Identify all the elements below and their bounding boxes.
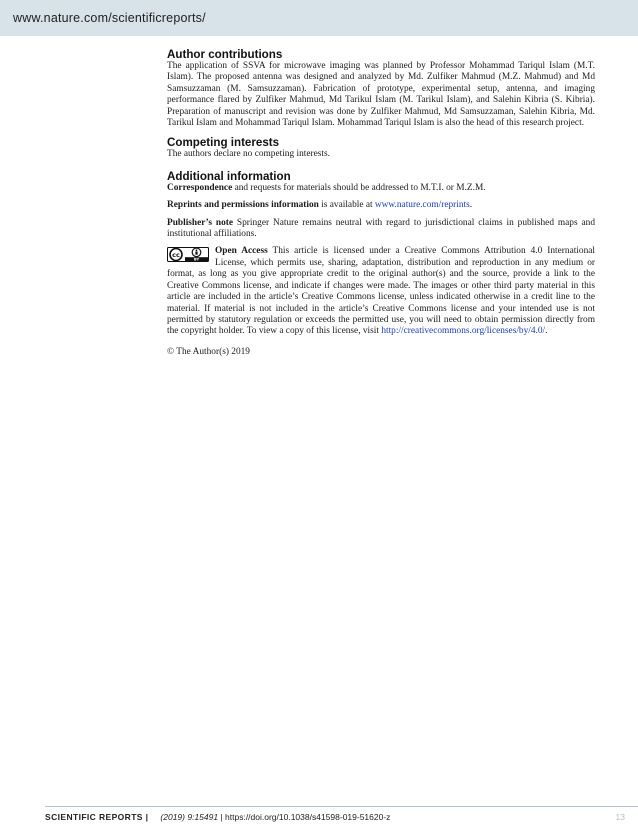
cc-by-badge-graphic (167, 247, 209, 262)
cc-badge-text: cc (172, 251, 180, 260)
correspondence-text: and requests for materials should be addressed to M.T.I. or M.Z.M. (232, 182, 486, 193)
footer-doi[interactable]: | https://doi.org/10.1038/s41598-019-51620-z (218, 812, 391, 822)
footer-divider (45, 806, 638, 807)
open-access-label: Open Access (215, 246, 268, 257)
footer-journal-name: SCIENTIFIC REPORTS | (45, 812, 149, 822)
cc-by-license-icon[interactable] (167, 247, 209, 262)
reprints-end: . (469, 200, 473, 211)
correspondence-paragraph (167, 183, 595, 194)
competing-interests-text: The authors declare no competing interests. (167, 149, 330, 160)
publisher-note-label: Publisher’s note (167, 217, 234, 228)
reprints-link[interactable]: www.nature.com/reprints (374, 200, 470, 211)
page-footer (45, 812, 625, 822)
reprints-text: is available at (318, 200, 375, 211)
by-badge-text: BY (193, 258, 200, 263)
author-contributions-text: The application of SSVA for microwave imaging was planned by Professor Mohammad Tariqul Islam (M.T. Islam). The proposed antenna was designed and analyzed by Md. Zulfiker Mahmud (M.Z. Mahmud) and Md Samsuzzaman (M. Samsuzzaman). Fabrication of prototype, experimental setup, antenna, and imaging performance flared by Zulfiker Mahmud, Md Tarikul Islam (M. Tarikul Islam), and Salehin Kibria (S. Kibria). Preparation of manuscript and revision was done by Zulfiker Mahmud, Md Samsuzzaman, Salehin Kibria, Md. Tarikul Islam and Mohammad Tariqul Islam. Mohammad Tariqul Islam is also the head of this research project. (167, 61, 595, 129)
article-back-matter (167, 48, 595, 358)
open-access-end: . (545, 326, 548, 337)
publisher-note-paragraph (167, 218, 595, 241)
additional-information-heading: Additional information (167, 169, 291, 183)
journal-url[interactable]: www.nature.com/scientificreports/ (13, 11, 206, 25)
publisher-note-text: Springer Nature remains neutral with regard to jurisdictional claims in published maps and institutional affiliations. (167, 217, 595, 240)
reprints-paragraph (167, 200, 595, 211)
competing-interests-heading: Competing interests (167, 136, 280, 150)
open-access-block (167, 246, 595, 337)
author-contributions-heading: Author contributions (167, 48, 283, 61)
footer-citation: (2019) 9:15491 (160, 812, 219, 822)
reprints-label: Reprints and permissions information (167, 200, 319, 211)
copyright-line: © The Author(s) 2019 (167, 346, 250, 357)
correspondence-label: Correspondence (167, 182, 233, 193)
journal-header-bar (0, 0, 638, 36)
open-access-text (167, 246, 595, 337)
page-number: 13 (615, 812, 625, 822)
cc-license-link[interactable]: http://creativecommons.org/licenses/by/4.0/ (381, 326, 546, 337)
open-access-body: This article is licensed under a Creative Commons Attribution 4.0 International License, which permits use, sharing, adaptation, distribution and reproduction in any medium or format, as long as you give appropriate credit to the original author(s) and the source, provide a link to the Creative Commons license, and indicate if changes were made. The images or other third party material in this article are included in the article’s Creative Commons license, unless indicated otherwise in a credit line to the material. If material is not included in the article’s Creative Commons license and your intended use is not permitted by statutory regulation or exceeds the permitted use, you will need to obtain permission directly from the copyright holder. To view a copy of this license, visit (167, 246, 595, 337)
